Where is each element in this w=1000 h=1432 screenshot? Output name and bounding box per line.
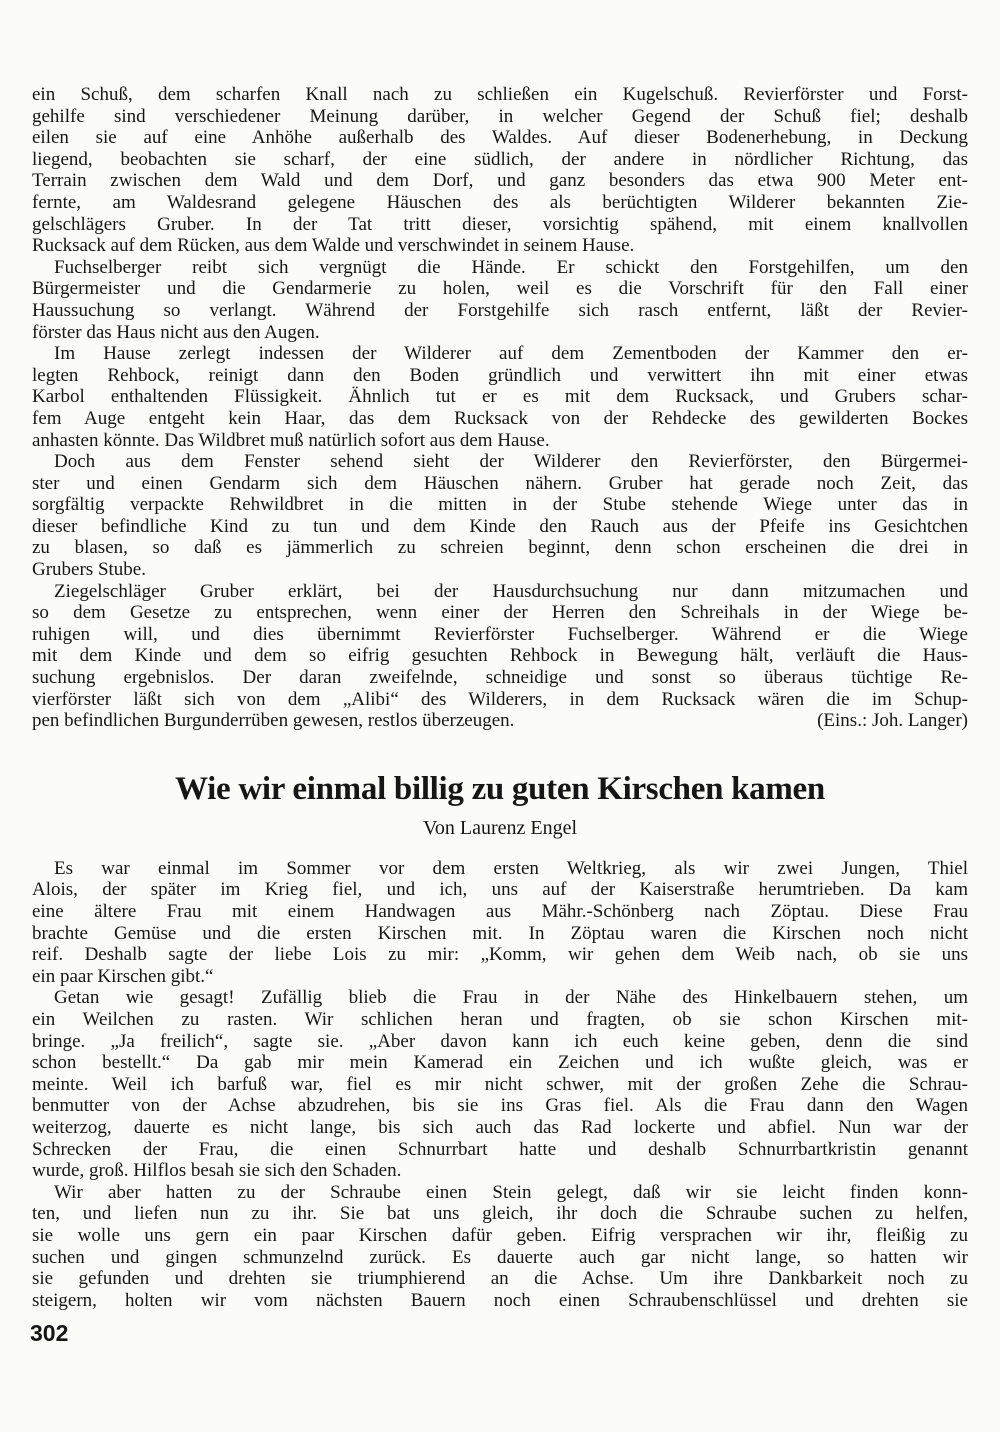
text-line: ein Weilchen zu rasten. Wir schlichen heran und fragten, ob sie schon Kirschen mit- — [32, 1008, 968, 1030]
final-line-text: pen befindlichen Burgunderrüben gewesen, restlos überzeugen. — [32, 710, 515, 732]
text-line: Im Hause zerlegt indessen der Wilderer auf dem Zementboden der Kammer den er- — [54, 343, 968, 365]
text-line: wurde, groß. Hilflos besah sie sich den Schaden. — [32, 1160, 402, 1182]
text-line: fem Auge entgeht kein Haar, das dem Rucksack von der Rehdecke des gewilderten Bockes — [32, 407, 968, 429]
text-line: Fuchselberger reibt sich vergnügt die Hände. Er schickt den Forstgehilfen, um den — [54, 256, 968, 278]
text-line: so dem Gesetze zu entsprechen, wenn einer der Herren den Schreihals in der Wiege be- — [32, 602, 968, 624]
text-line: mit dem Kinde und dem so eifrig gesuchten Rehbock in Bewegung hält, verläuft die Haus- — [32, 645, 968, 667]
text-line: steigern, holten wir vom nächsten Bauern noch einen Schraubenschlüssel und drehten sie — [32, 1289, 968, 1311]
page-content — [32, 84, 968, 1311]
attribution: (Eins.: Joh. Langer) — [817, 710, 968, 732]
text-line: legten Rehbock, reinigt dann den Boden gründlich und verwittert ihn mit einer etwas — [32, 364, 968, 386]
text-line: Wir aber hatten zu der Schraube einen Stein gelegt, daß wir sie leicht finden konn- — [54, 1181, 968, 1203]
text-line: ster und einen Gendarm sich dem Häuschen nähern. Gruber hat gerade noch Zeit, das — [32, 472, 968, 494]
paragraph — [32, 257, 968, 343]
text-line: Grubers Stube. — [32, 559, 146, 581]
text-line: Alois, der später im Krieg fiel, und ich, uns auf der Kaiserstraße herumtrieben. Da kam — [32, 879, 968, 901]
text-line: Es war einmal im Sommer vor dem ersten Weltkrieg, als wir zwei Jungen, Thiel — [54, 857, 968, 879]
text-line: sie gefunden und drehten sie triumphierend an die Achse. Um ihre Dankbarkeit noch zu — [32, 1268, 968, 1290]
story-kirschen — [32, 771, 968, 1311]
text-line: Ziegelschläger Gruber erklärt, bei der Hausdurchsuchung nur dann mitzumachen und — [54, 580, 968, 602]
text-line: gelschlägers Gruber. In der Tat tritt dieser, vorsichtig spähend, mit einem knallvollen — [32, 213, 968, 235]
text-line: sorgfältig verpackte Rehwildbret in die mitten in der Stube stehende Wiege unter das in — [32, 494, 968, 516]
text-line — [32, 710, 968, 732]
text-line: bringe. „Ja freilich“, sagte sie. „Aber davon kann ich euch keine geben, denn die sind — [32, 1030, 968, 1052]
text-line: schon bestellt.“ Da gab mir mein Kamerad ein Zeichen und ich wußte gleich, was er — [32, 1052, 968, 1074]
text-line: sie wolle uns gern ein paar Kirschen dafür geben. Eifrig versprachen wir ihr, fleißig zu — [32, 1224, 968, 1246]
story1-paragraphs — [32, 84, 968, 732]
text-line: anhasten könnte. Das Wildbret muß natürlich sofort aus dem Hause. — [32, 429, 550, 451]
text-line: ein Schuß, dem scharfen Knall nach zu schließen ein Kugelschuß. Revierförster und Forst- — [32, 84, 968, 105]
text-line: eine ältere Frau mit einem Handwagen aus Mähr.-Schönberg nach Zöptau. Diese Frau — [32, 901, 968, 922]
text-line: weiterzog, dauerte es nicht lange, bis sich auch das Rad lockerte und abfiel. Nun war der — [32, 1116, 968, 1138]
paragraph — [32, 1182, 968, 1312]
text-line: Getan wie gesagt! Zufällig blieb die Frau in der Nähe des Hinkelbauern stehen, um — [54, 987, 968, 1009]
text-line: liegend, beobachten sie scharf, der eine südlich, der andere in nördlicher Richtung, das — [32, 148, 968, 170]
paragraph — [32, 451, 968, 581]
story-title: Wie wir einmal billig zu guten Kirschen kamen — [175, 770, 825, 807]
text-line: förster das Haus nicht aus den Augen. — [32, 321, 320, 343]
text-line: suchen und gingen schmunzelnd zurück. Es dauerte auch gar nicht lange, so hatten wir — [32, 1246, 968, 1268]
text-line: dieser befindliche Kind zu tun und dem Kinde den Rauch aus der Pfeife ins Gesichtchen — [32, 515, 968, 537]
text-line: eilen sie auf eine Anhöhe außerhalb des Waldes. Auf dieser Bodenerhebung, in Deckung — [32, 127, 968, 149]
text-line: gehilfe sind verschiedener Meinung darüber, in welcher Gegend der Schuß fiel; deshalb — [32, 105, 968, 127]
page-number: 302 — [30, 1320, 69, 1346]
paragraph — [32, 343, 968, 451]
text-line: ten, und liefen nun zu ihr. Sie bat uns gleich, ihr doch die Schraube suchen zu helfen, — [32, 1203, 968, 1225]
paragraph — [32, 858, 968, 988]
paragraph — [32, 987, 968, 1181]
text-line: brachte Gemüse und die ersten Kirschen mit. In Zöptau waren die Kirschen noch nicht — [32, 922, 968, 944]
text-line: Bürgermeister und die Gendarmerie zu holen, weil es die Vorschrift für den Fall einer — [32, 278, 968, 300]
story-wilderer — [32, 84, 968, 732]
paragraph — [32, 84, 968, 257]
text-line: zu blasen, so daß es jämmerlich zu schreien beginnt, denn schon erscheinen die drei in — [32, 537, 968, 559]
text-line: reif. Deshalb sagte der liebe Lois zu mir: „Komm, wir gehen dem Weib nach, ob sie uns — [32, 944, 968, 966]
text-line: Schrecken der Frau, die einen Schnurrbart hatte und deshalb Schnurrbartkristin genannt — [32, 1138, 968, 1160]
text-line: Terrain zwischen dem Wald und dem Dorf, und ganz besonders das etwa 900 Meter ent- — [32, 170, 968, 192]
story2-paragraphs — [32, 858, 968, 1311]
text-line: benmutter von der Achse abzudrehen, bis sie ins Gras fiel. Als die Frau dann den Wagen — [32, 1095, 968, 1117]
text-line: suchung ergebnislos. Der daran zweifelnde, schneidige und sonst so überaus tüchtige Re- — [32, 667, 968, 689]
text-line: meinte. Weil ich barfuß war, fiel es mir nicht schwer, mit der großen Zehe die Schrau- — [32, 1073, 968, 1095]
text-line: ruhigen will, und dies übernimmt Revierförster Fuchselberger. Während er die Wiege — [32, 623, 968, 645]
story-byline: Von Laurenz Engel — [422, 816, 578, 839]
text-line: ein paar Kirschen gibt.“ — [32, 965, 214, 987]
text-line: Doch aus dem Fenster sehend sieht der Wilderer den Revierförster, den Bürgermei- — [54, 451, 968, 473]
text-line: Rucksack auf dem Rücken, aus dem Walde und verschwindet in seinem Hause. — [32, 235, 635, 257]
text-line: fernte, am Waldesrand gelegene Häuschen des als berüchtigten Wilderer bekannten Zie- — [32, 191, 968, 213]
text-line: vierförster läßt sich von dem „Alibi“ des Wilderers, in dem Rucksack wären die im Schup- — [32, 688, 968, 710]
paragraph — [32, 581, 968, 732]
text-line: Karbol enthaltenden Flüssigkeit. Ähnlich tut er es mit dem Rucksack, und Grubers schar- — [32, 386, 968, 408]
text-line: Haussuchung so verlangt. Während der Forstgehilfe sich rasch entfernt, läßt der Revier- — [32, 299, 968, 321]
